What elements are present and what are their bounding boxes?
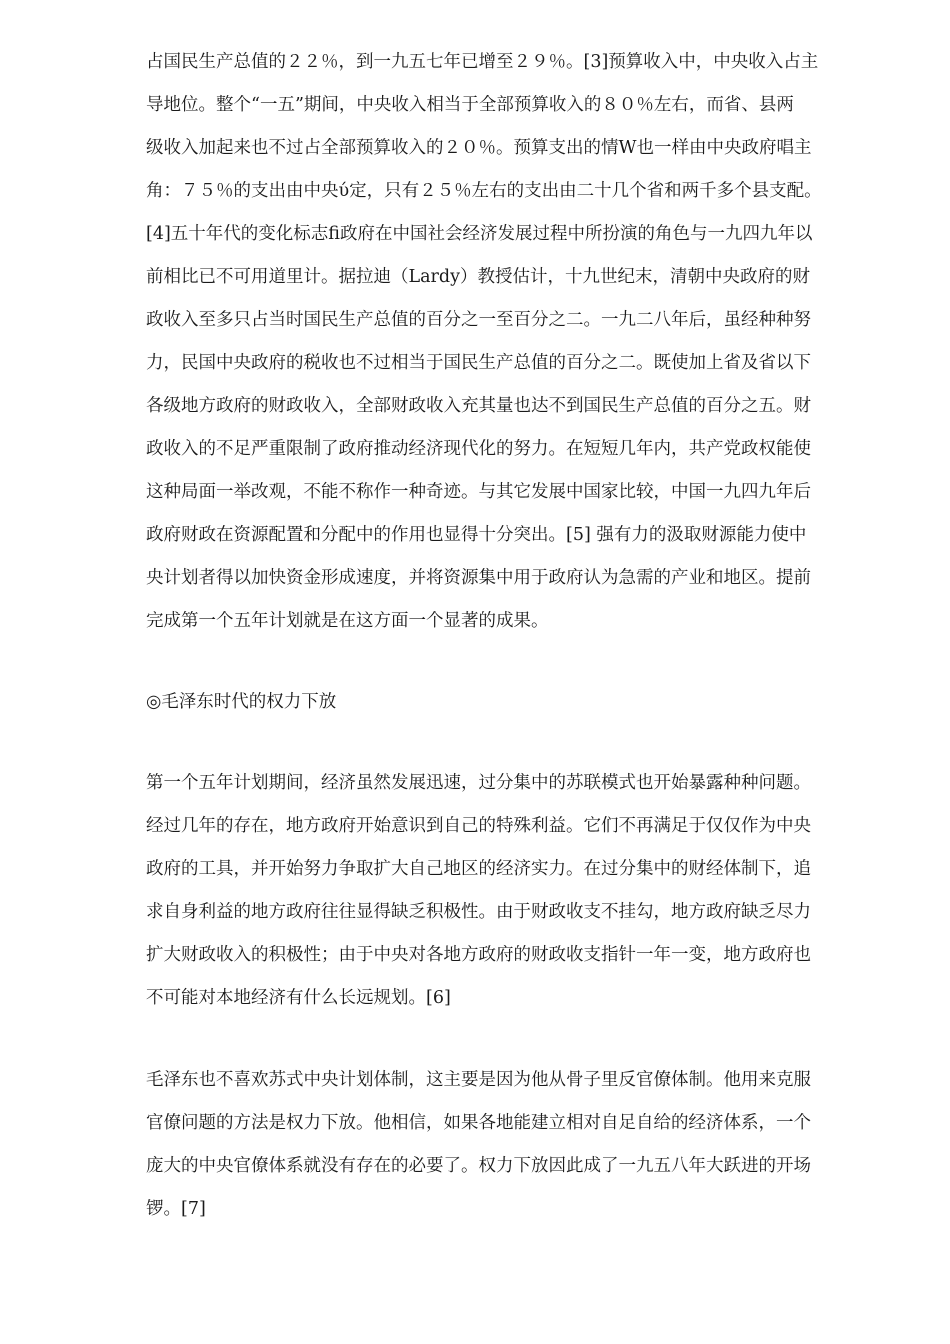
text-line: 求自身利益的地方政府往往显得缺乏积极性。由于财政收支不挂勾，地方政府缺乏尽力: [146, 902, 811, 922]
text-line: 锣。[7]: [146, 1199, 206, 1219]
text-line: 力，民国中央政府的税收也不过相当于国民生产总值的百分之二。既使加上省及省以下: [146, 353, 811, 373]
text-line: 前相比已不可用道里计。据拉迪（Lardy）教授估计，十九世纪末，清朝中央政府的财: [146, 267, 811, 287]
text-line: 经过几年的存在，地方政府开始意识到自己的特殊利益。它们不再满足于仅仅作为中央: [146, 816, 811, 836]
text-line: [4]五十年代的变化标志ﬁ政府在中国社会经济发展过程中所扮演的角色与一九四九年以: [146, 224, 813, 244]
text-line: 各级地方政府的财政收入，全部财政收入充其量也达不到国民生产总值的百分之五。财: [146, 396, 811, 416]
text-line: 庞大的中央官僚体系就没有存在的必要了。权力下放因此成了一九五八年大跃进的开场: [146, 1156, 811, 1176]
text-line: 完成第一个五年计划就是在这方面一个显著的成果。: [146, 611, 549, 631]
section-heading: ◎毛泽东时代的权力下放: [146, 692, 337, 712]
text-line: 不可能对本地经济有什么长远规划。[6]: [146, 988, 451, 1008]
text-line: 角：７５％的支出由中央ύ定，只有２５％左右的支出由二十几个省和两千多个县支配。: [146, 181, 822, 201]
text-line: 级收入加起来也不过占全部预算收入的２０％。预算支出的情W也一样由中央政府唱主: [146, 138, 812, 158]
text-line: 央计划者得以加快资金形成速度，并将资源集中用于政府认为急需的产业和地区。提前: [146, 568, 811, 588]
text-line: 政收入至多只占当时国民生产总值的百分之一至百分之二。一九二八年后，虽经种种努: [146, 310, 811, 330]
text-line: 扩大财政收入的积极性；由于中央对各地方政府的财政收支指针一年一变，地方政府也: [146, 945, 811, 965]
text-line: 占国民生产总值的２２％，到一九五七年已增至２９％。[3]预算收入中，中央收入占主: [146, 52, 819, 72]
text-line: 政府财政在资源配置和分配中的作用也显得十分突出。[5] 强有力的汲取财源能力使中: [146, 525, 807, 545]
text-line: 官僚问题的方法是权力下放。他相信，如果各地能建立相对自足自给的经济体系，一个: [146, 1113, 811, 1133]
text-line: 毛泽东也不喜欢苏式中央计划体制，这主要是因为他从骨子里反官僚体制。他用来克服: [146, 1070, 811, 1090]
text-line: 第一个五年计划期间，经济虽然发展迅速，过分集中的苏联模式也开始暴露种种问题。: [146, 773, 811, 793]
text-line: 政收入的不足严重限制了政府推动经济现代化的努力。在短短几年内，共产党政权能使: [146, 439, 811, 459]
text-line: 政府的工具，并开始努力争取扩大自己地区的经济实力。在过分集中的财经体制下，追: [146, 859, 811, 879]
text-line: 这种局面一举改观，不能不称作一种奇迹。与其它发展中国家比较，中国一九四九年后: [146, 482, 811, 502]
text-line: 导地位。整个“一五”期间，中央收入相当于全部预算收入的８０％左右，而省、县两: [146, 95, 794, 115]
